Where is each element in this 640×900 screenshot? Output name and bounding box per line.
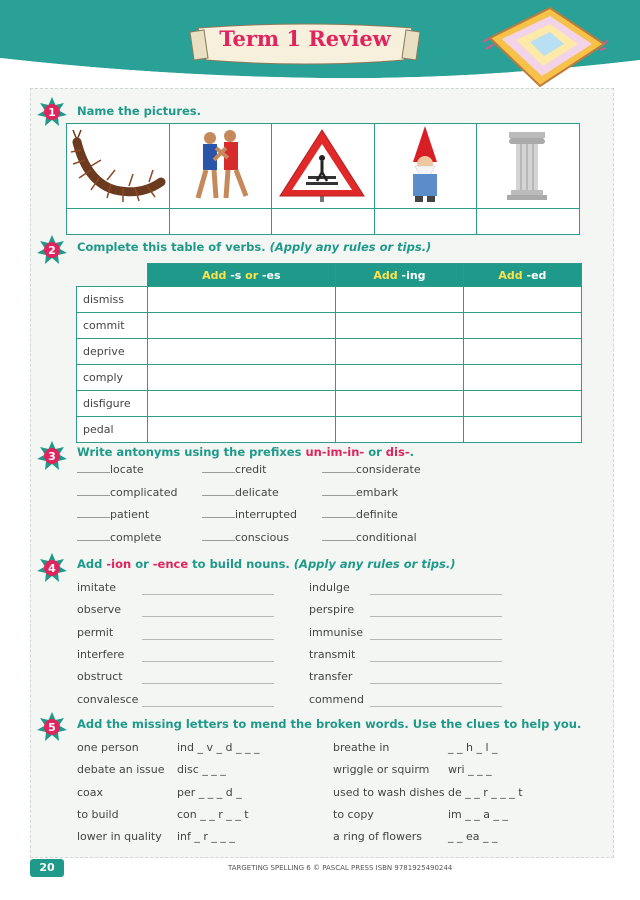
- answer-cell[interactable]: [463, 287, 581, 313]
- clue-text: coax: [77, 786, 104, 799]
- answer-cell[interactable]: [169, 209, 272, 235]
- clue-text: breathe in: [333, 741, 390, 754]
- clue-text: to build: [77, 808, 119, 821]
- table-row: [77, 417, 582, 443]
- answer-line[interactable]: [142, 616, 274, 617]
- noun-word: perspire: [309, 603, 355, 616]
- antonym-item[interactable]: conscious: [202, 531, 289, 544]
- answer-line[interactable]: [370, 661, 502, 662]
- answer-cell[interactable]: [147, 287, 336, 313]
- clue-text: to copy: [333, 808, 374, 821]
- broken-word[interactable]: disc _ _ _: [177, 763, 226, 776]
- clue-text: wriggle or squirm: [333, 763, 430, 776]
- noun-word: commend: [309, 693, 364, 706]
- verb-cell: deprive: [77, 339, 148, 365]
- clue-text: a ring of flowers: [333, 830, 423, 843]
- table-row: [77, 313, 582, 339]
- question-number-badge: [37, 97, 67, 127]
- antonym-item[interactable]: patient: [77, 508, 149, 521]
- clue-text: debate an issue: [77, 763, 165, 776]
- noun-word: interfere: [77, 648, 125, 661]
- answer-cell[interactable]: [463, 339, 581, 365]
- column-header-s-es: Add -s or -es: [147, 264, 336, 287]
- answer-line[interactable]: [370, 594, 502, 595]
- broken-word[interactable]: _ _ h _ l _: [448, 741, 498, 754]
- answer-cell[interactable]: [477, 209, 580, 235]
- table-row: [77, 339, 582, 365]
- garden-gnome-icon: [375, 124, 476, 204]
- antonym-item[interactable]: complete: [77, 531, 161, 544]
- broken-word[interactable]: ind _ v _ d _ _ _: [177, 741, 260, 754]
- answer-cell[interactable]: [336, 417, 464, 443]
- column-pillar-icon: [477, 124, 578, 204]
- svg-text:3: 3: [48, 450, 56, 463]
- antonym-item[interactable]: complicated: [77, 486, 177, 499]
- svg-text:5: 5: [48, 721, 56, 734]
- svg-text:1: 1: [48, 106, 56, 119]
- answer-cell[interactable]: [147, 417, 336, 443]
- wrestlers-icon: [170, 124, 271, 204]
- antonym-item[interactable]: interrupted: [202, 508, 297, 521]
- broken-word[interactable]: inf _ r _ _ _: [177, 830, 235, 843]
- picture-cell: [272, 124, 375, 209]
- table-row: [77, 287, 582, 313]
- noun-word: indulge: [309, 581, 350, 594]
- broken-word[interactable]: wri _ _ _: [448, 763, 492, 776]
- page-number: 20: [39, 861, 55, 874]
- clue-text: used to wash dishes: [333, 786, 445, 799]
- antonym-item[interactable]: conditional: [322, 531, 417, 544]
- answer-cell[interactable]: [336, 365, 464, 391]
- answer-cell[interactable]: [67, 209, 170, 235]
- answer-line[interactable]: [370, 683, 502, 684]
- verb-cell: commit: [77, 313, 148, 339]
- question-number-badge: [37, 712, 67, 742]
- section-2-title: Complete this table of verbs. (Apply any rules or tips.): [77, 240, 432, 254]
- answer-line[interactable]: [142, 594, 274, 595]
- clue-text: lower in quality: [77, 830, 162, 843]
- noun-word: immunise: [309, 626, 363, 639]
- antonym-item[interactable]: embark: [322, 486, 398, 499]
- answer-line[interactable]: [142, 639, 274, 640]
- svg-text:2: 2: [48, 244, 56, 257]
- answer-cell[interactable]: [374, 209, 477, 235]
- picture-table: [66, 123, 580, 235]
- footer-credit: TARGETING SPELLING 6 © PASCAL PRESS ISBN 9781925490244: [228, 864, 453, 872]
- magic-carpet-icon: [480, 4, 608, 90]
- verb-cell: dismiss: [77, 287, 148, 313]
- question-number-badge: [37, 553, 67, 583]
- answer-line[interactable]: [142, 683, 274, 684]
- picture-cell: [477, 124, 580, 209]
- page-title: Term 1 Review: [219, 26, 391, 51]
- noun-word: transfer: [309, 670, 353, 683]
- noun-word: observe: [77, 603, 122, 616]
- verb-table: [76, 263, 582, 443]
- noun-word: transmit: [309, 648, 356, 661]
- section-4-title: Add -ion or -ence to build nouns. (Apply any rules or tips.): [77, 557, 456, 571]
- noun-word: permit: [77, 626, 114, 639]
- noun-word: obstruct: [77, 670, 123, 683]
- antonym-item[interactable]: credit: [202, 463, 266, 476]
- verb-cell: pedal: [77, 417, 148, 443]
- section-1-title: Name the pictures.: [77, 104, 202, 118]
- table-row: [77, 365, 582, 391]
- answer-cell[interactable]: [147, 313, 336, 339]
- svg-text:4: 4: [48, 562, 56, 575]
- table-row: [77, 391, 582, 417]
- broken-word[interactable]: de _ _ r _ _ _ t: [448, 786, 523, 799]
- broken-word[interactable]: per _ _ _ d _: [177, 786, 242, 799]
- antonym-item[interactable]: locate: [77, 463, 144, 476]
- column-header-ed: Add -ed: [463, 264, 581, 287]
- verb-cell: disfigure: [77, 391, 148, 417]
- answer-cell[interactable]: [336, 339, 464, 365]
- picture-cell: [374, 124, 477, 209]
- answer-line[interactable]: [370, 706, 502, 707]
- noun-word: imitate: [77, 581, 116, 594]
- antonym-item[interactable]: definite: [322, 508, 398, 521]
- answer-line[interactable]: [370, 639, 502, 640]
- answer-cell[interactable]: [147, 391, 336, 417]
- answer-cell[interactable]: [463, 365, 581, 391]
- answer-cell[interactable]: [336, 313, 464, 339]
- question-number-badge: [37, 235, 67, 265]
- answer-line[interactable]: [142, 661, 274, 662]
- answer-cell[interactable]: [147, 339, 336, 365]
- answer-cell[interactable]: [336, 391, 464, 417]
- answer-line[interactable]: [370, 616, 502, 617]
- column-header-ing: Add -ing: [336, 264, 464, 287]
- broken-word[interactable]: im _ _ a _ _: [448, 808, 508, 821]
- answer-cell[interactable]: [463, 391, 581, 417]
- antonym-item[interactable]: considerate: [322, 463, 421, 476]
- question-number-badge: [37, 441, 67, 471]
- answer-cell[interactable]: [336, 287, 464, 313]
- broken-word[interactable]: _ _ ea _ _: [448, 830, 498, 843]
- antonym-item[interactable]: delicate: [202, 486, 279, 499]
- verb-cell: comply: [77, 365, 148, 391]
- broken-word[interactable]: con _ _ r _ _ t: [177, 808, 249, 821]
- answer-cell[interactable]: [463, 417, 581, 443]
- section-5-title: Add the missing letters to mend the broken words. Use the clues to help you.: [77, 717, 582, 731]
- answer-cell[interactable]: [272, 209, 375, 235]
- centipede-icon: [67, 124, 168, 204]
- picture-cell: [169, 124, 272, 209]
- answer-cell[interactable]: [463, 313, 581, 339]
- answer-line[interactable]: [142, 706, 274, 707]
- answer-cell[interactable]: [147, 365, 336, 391]
- section-3-title: Write antonyms using the prefixes un-im-in- or dis-.: [77, 445, 414, 459]
- clue-text: one person: [77, 741, 139, 754]
- pedestrian-crossing-sign-icon: [272, 124, 373, 204]
- picture-cell: [67, 124, 170, 209]
- noun-word: convalesce: [77, 693, 139, 706]
